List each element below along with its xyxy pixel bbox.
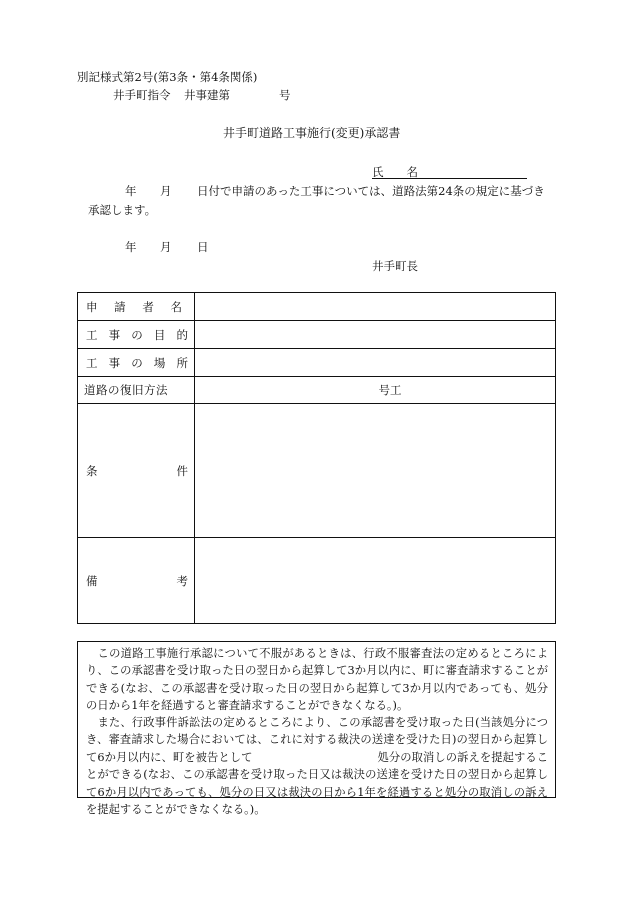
signatory: 井手町長	[372, 259, 418, 273]
applicant-label-char: 名	[170, 299, 182, 314]
purpose-label-char: 的	[176, 327, 188, 342]
restoration-label: 道路の復旧方法	[84, 383, 168, 397]
date-month-label: 月	[160, 240, 172, 254]
row-restoration	[78, 377, 556, 404]
applicant-value-cell[interactable]	[195, 293, 556, 321]
purpose-label-char: の	[131, 327, 143, 342]
approval-table	[77, 292, 556, 624]
purpose-label-char: 目	[153, 327, 166, 342]
applicant-label-char: 請	[114, 299, 126, 314]
location-label-char: 所	[176, 355, 188, 370]
applicant-name-label: 氏 名	[372, 165, 418, 179]
restoration-value: 号工	[378, 383, 402, 397]
location-label-char: 工	[86, 355, 98, 370]
remarks-label-char: 考	[176, 573, 188, 588]
appeal-notice-paragraph-2: また、行政事件訴訟法の定めるところにより、この承認書を受け取った日(当該処分につき、審査請求した場合においては、これに対する裁決の送達を受けた日)の翌日から起算して6か月以内に、町を被告として 処分の取消しの訴えを提起することができる(なお、この承認書を受け取った日又は裁決の送達を受けた日の翌日から起算して6か月以内であっても、処分の日又は裁決の日から1年を経過すると処分の取消しの訴えを提起することができなくなる。)。	[86, 716, 548, 817]
body-sentence-continued: 承認します。	[88, 203, 157, 217]
body-sentence: 日付で申請のあった工事については、道路法第24条の規定に基づき	[197, 184, 545, 198]
row-conditions	[78, 404, 556, 538]
restoration-value-cell[interactable]	[195, 377, 556, 404]
location-label-cell	[78, 349, 195, 377]
conditions-label-cell	[78, 404, 195, 538]
purpose-label-cell	[78, 321, 195, 349]
form-reference: 別記様式第2号(第3条・第4条関係)	[77, 70, 258, 84]
issuer-label: 井手町指令	[113, 88, 171, 102]
body-month-label: 月	[160, 184, 172, 198]
document-title: 井手町道路工事施行(変更)承認書	[223, 126, 401, 140]
row-applicant	[78, 293, 556, 321]
remarks-label-cell	[78, 538, 195, 624]
restoration-label-cell	[78, 377, 195, 404]
conditions-label-char: 条	[86, 463, 98, 478]
applicant-label-cell	[78, 293, 195, 321]
location-label-char: 場	[153, 355, 166, 370]
row-purpose	[78, 321, 556, 349]
row-location	[78, 349, 556, 377]
purpose-label-char: 事	[108, 327, 121, 342]
date-year-label: 年	[125, 240, 137, 254]
location-label-char: の	[131, 355, 143, 370]
appeal-notice-paragraph-1: この道路工事施行承認について不服があるときは、行政不服審査法の定めるところにより、この承認書を受け取った日の翌日から起算して3か月以内に、町に審査請求することができる(なお、この承認書を受け取った日の翌日から起算して3か月以内であっても、処分の日から1年を経過すると審査請求することができなくなる。)。	[86, 647, 548, 713]
remarks-label-char: 備	[86, 573, 98, 588]
conditions-label-char: 件	[176, 463, 188, 478]
remarks-value-cell[interactable]	[195, 538, 556, 624]
row-remarks	[78, 538, 556, 624]
number-suffix: 号	[279, 88, 291, 102]
number-prefix: 井事建第	[184, 88, 230, 102]
applicant-label-char: 者	[142, 299, 154, 314]
body-year-label: 年	[125, 184, 137, 198]
location-value-cell[interactable]	[195, 349, 556, 377]
applicant-label-char: 申	[86, 299, 98, 314]
conditions-value-cell[interactable]	[195, 404, 556, 538]
applicant-name-underline	[372, 178, 527, 179]
date-day-label: 日	[197, 240, 209, 254]
purpose-value-cell[interactable]	[195, 321, 556, 349]
location-label-char: 事	[108, 355, 121, 370]
purpose-label-char: 工	[86, 327, 98, 342]
appeal-notice-box	[77, 641, 556, 817]
